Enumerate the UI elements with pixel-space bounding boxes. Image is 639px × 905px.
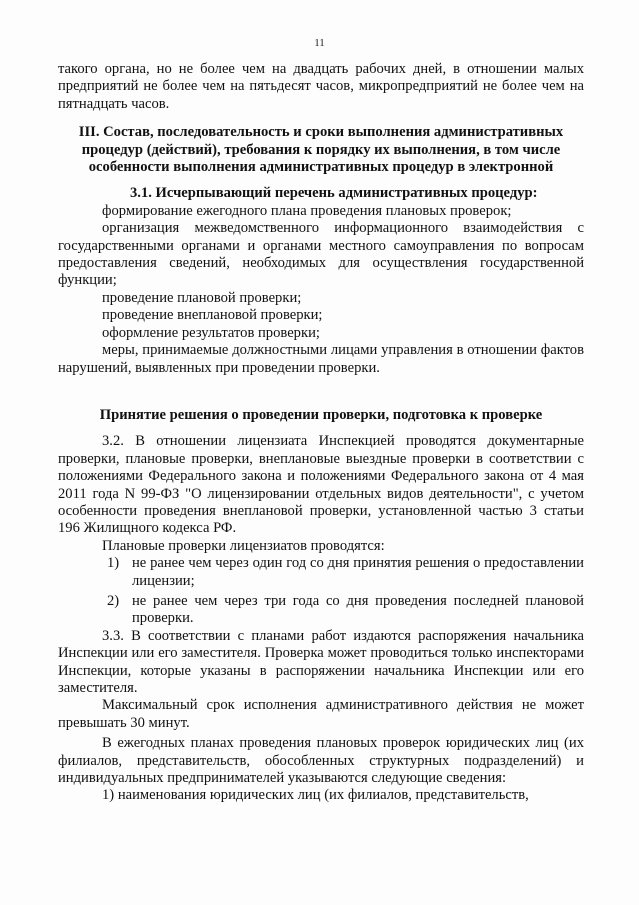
list-item — [58, 787, 584, 804]
decision-heading: Принятие решения о проведении проверки, подготовка к проверке — [99, 406, 543, 423]
procedure-item: меры, принимаемые должностными лицами управления в отношении фактов нарушений, выявленных при проведении проверки. — [58, 342, 584, 376]
list-item-number: 2) — [107, 592, 120, 609]
procedure-item: проведение внеплановой проверки; — [102, 307, 323, 324]
paragraph-3-3: 3.3. В соответствии с планами работ издаются распоряжения начальника Инспекции или его заместителя. Проверка может проводиться только инспекторами Инспекции, которые указаны в распоряжении начальника Инспекции или его заместителя. — [58, 627, 584, 696]
procedures-list-cont — [58, 290, 584, 342]
annual-plans-paragraph: В ежегодных планах проведения плановых проверок юридических лиц (их филиалов, представительств, обособленных структурных подразделений) и индивидуальных предпринимателей указываются следующие сведения: — [58, 735, 584, 787]
info-list — [58, 787, 584, 804]
document-body — [58, 61, 584, 805]
procedure-item: формирование ежегодного плана проведения плановых проверок; — [102, 202, 512, 219]
page-number: 11 — [314, 37, 325, 49]
list-item-number: 1) — [107, 555, 120, 572]
section-3-heading: III. Состав, последовательность и сроки выполнения административных процедур (действий), требования к порядку их выполнения, в том числе особенности выполнения административных процедур в электронной — [78, 124, 564, 176]
procedure-item: оформление результатов проверки; — [102, 324, 320, 341]
max-term-paragraph: Максимальный срок исполнения административного действия не может превышать 30 минут. — [58, 697, 584, 731]
planned-checks-list — [58, 555, 584, 628]
planned-checks-intro: Плановые проверки лицензиатов проводятся: — [102, 537, 385, 554]
list-item-number: 1) — [102, 787, 115, 804]
procedures-list — [58, 203, 584, 220]
procedure-item: проведение плановой проверки; — [102, 289, 302, 306]
paragraph-3-2: 3.2. В отношении лицензиата Инспекцией проводятся документарные проверки, плановые проверки, внеплановые выездные проверки в соответствии с положениями Федерального закона и положениями Федерального закона от 4 мая 2011 года N 99-ФЗ "О лицензировании отдельных видов деятельности", с учетом особенности проведения внеплановой проверки, установленной частью 3 статьи 196 Жилищного кодекса РФ. — [58, 433, 584, 537]
procedure-item: организация межведомственного информационного взаимодействия с государственными органами и органами местного самоуправления по вопросам предоставления сведений, необходимых для осуществления государственной функции; — [58, 220, 584, 289]
list-item-text: наименования юридических лиц (их филиалов, представительств, — [117, 787, 529, 804]
list-item-text: не ранее чем через один год со дня принятия решения о предоставлении лицензии; — [132, 555, 584, 589]
subsection-3-1-heading: 3.1. Исчерпывающий перечень административных процедур: — [130, 185, 538, 202]
list-item — [58, 593, 584, 628]
list-item-text: не ранее чем через три года со дня проведения последней плановой проверки. — [132, 592, 584, 627]
intro-paragraph: такого органа, но не более чем на двадцать рабочих дней, в отношении малых предприятий не более чем на пятьдесят часов, микропредприятий не более чем на пятнадцать часов. — [58, 61, 584, 112]
list-item — [58, 555, 584, 590]
